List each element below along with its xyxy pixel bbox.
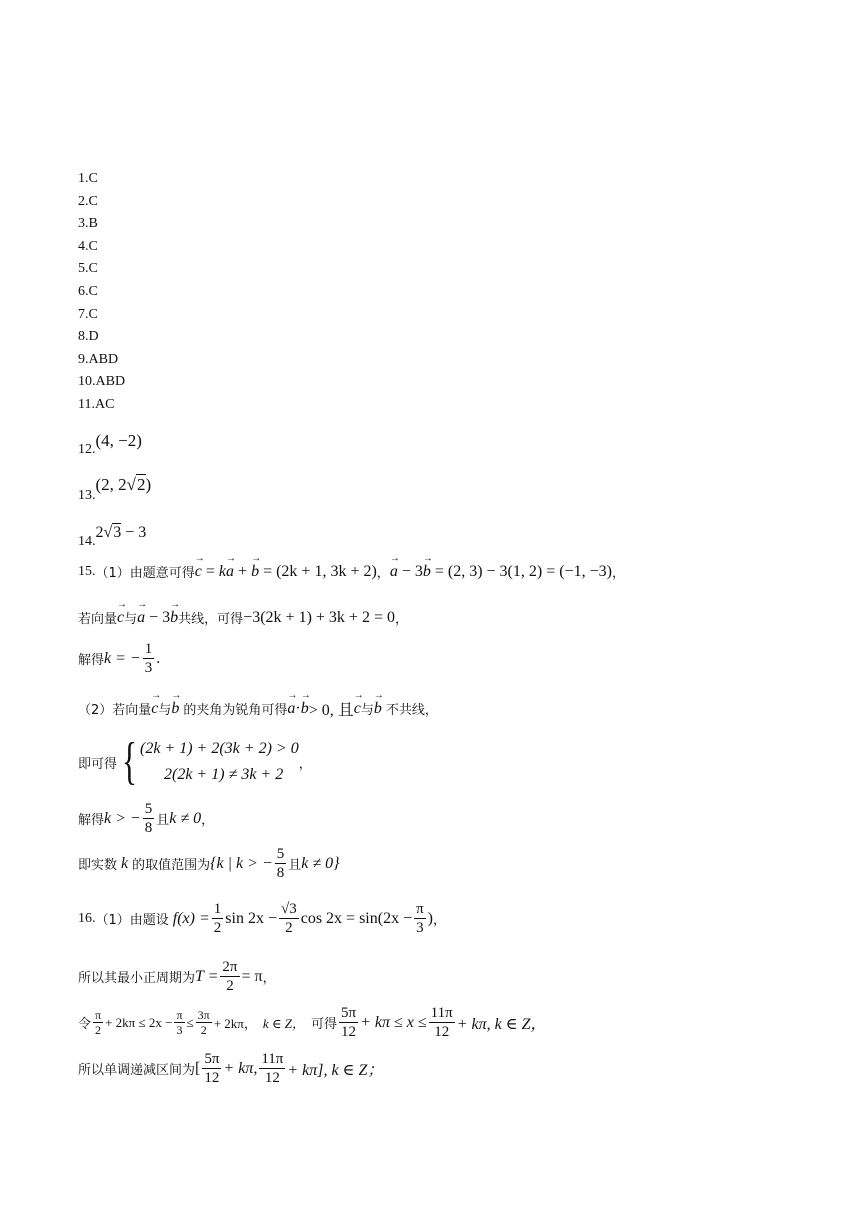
q16-decreasing-interval: 所以单调递减区间为 [ $\frac{5\pi}{12}$ + kπ, $\frac{11\pi}{12}$ + kπ], k ∈ Z； xyxy=(78,1051,384,1086)
q16-range-end: + kπ, k ∈ Z， xyxy=(456,1016,547,1033)
answer-item: 4.C xyxy=(78,238,98,254)
q15-sol-and: 且 xyxy=(156,813,170,828)
q15-k-expr: k = − xyxy=(104,649,141,667)
q16-f-expr: f(x) = xyxy=(172,909,210,927)
q15-p2-f: 不共线， xyxy=(385,703,438,718)
q15-sol-num: 5 xyxy=(144,801,153,817)
q16-dec-12: 12 xyxy=(204,1070,220,1086)
q16-root3: √3 xyxy=(280,901,297,917)
q15-sol-label: 解得 xyxy=(78,813,105,828)
q16-ineq-le: ≤ xyxy=(186,1014,194,1030)
q15-range xyxy=(78,845,340,882)
q15-p2-b: 与 xyxy=(158,703,172,718)
q15-system-of-inequalities: { (2k + 1) + 2(3k + 2) > 0 2(2k + 1) ≠ 3k + 2 xyxy=(122,733,299,790)
q15-k-num: 1 xyxy=(144,641,153,657)
q16-pi-den: 3 xyxy=(416,920,424,936)
q15-part1-line2: 若向量 → c 与 → a − 3→ b 共线，可得 −3(2k + 1) + 3k + 2 = 0 ， xyxy=(78,608,408,627)
q16-dec-5pi: 5π xyxy=(204,1051,220,1067)
q16-ineq-3pi: 3π xyxy=(197,1008,210,1022)
q16-range-mid: + kπ ≤ x ≤ xyxy=(360,1013,427,1031)
q16-two: 2 xyxy=(226,978,234,994)
q16-period-T: T = xyxy=(195,967,219,985)
q16-5pi: 5π xyxy=(341,1005,357,1021)
answer-item: 8.D xyxy=(78,329,99,345)
answer-item: 2.C xyxy=(78,193,98,209)
q16-pi-num: π xyxy=(416,901,424,917)
answer-14-post: − 3 xyxy=(121,524,147,541)
q15-part1-line1: 15. （1）由题意可得 → c = k→ a + → b = (2k + 1, 3k + 2) ， → a − 3→ b = (2, 3) − 3(1, 2) = (−1, −3) ， xyxy=(78,562,625,581)
answer-item: 10.ABD xyxy=(78,374,126,390)
answer-item: 3.B xyxy=(78,216,98,232)
q16-12b: 12 xyxy=(434,1024,450,1040)
q15-sol-den: 8 xyxy=(144,820,153,836)
q16-ineq-pi2: π xyxy=(176,1008,183,1022)
q16-kZ: k ∈ Z， xyxy=(262,1016,305,1031)
q15-part2-line1: （2）若向量 → c 与 → b 的夹角为锐角可得 → a·→ b > 0, 且 → c 与 → b 不共线， xyxy=(78,697,438,720)
q16-ineq-two2: 2 xyxy=(200,1023,207,1037)
answer-14-number: 14. xyxy=(78,534,96,549)
q15-collinear-equation: −3(2k + 1) + 3k + 2 = 0 xyxy=(243,608,395,626)
q15-k-den: 3 xyxy=(144,660,153,676)
answer-13-pre: (2, 2 xyxy=(95,475,127,494)
q16-ineq-pi: π xyxy=(95,1008,102,1022)
q16-ling: 令 xyxy=(78,1017,92,1032)
q15-range-a: 即实数 xyxy=(78,858,118,873)
q15-c-definition: → c = k→ a + → b xyxy=(195,563,259,581)
answer-12-number: 12. xyxy=(78,442,96,457)
answer-13-value: (2, 2√2) xyxy=(95,475,152,494)
q16-half-num: 1 xyxy=(213,901,222,917)
q16-cos-part: cos 2x = sin(2x − xyxy=(300,909,413,927)
q16-dec-label: 所以单调递减区间为 xyxy=(78,1063,196,1078)
q16-period-label: 所以其最小正周期为 xyxy=(78,971,196,986)
q15-p2-d: > 0, 且 xyxy=(308,702,354,719)
q16-dec-11pi: 11π xyxy=(261,1051,284,1067)
q16-2pi: 2π xyxy=(222,959,238,975)
answer-item: 9.ABD xyxy=(78,351,119,367)
q16-12: 12 xyxy=(341,1024,357,1040)
q16-monotone-inequality xyxy=(78,1004,546,1041)
answer-item: 11.AC xyxy=(78,397,115,412)
q16-11pi: 11π xyxy=(430,1005,453,1021)
answer-14-value: 2√3 − 3 xyxy=(95,524,147,541)
q15-line2-b: 与 xyxy=(124,612,138,627)
q15-number: 15. xyxy=(78,563,96,579)
q15-range-k: k xyxy=(121,854,129,872)
q16-part1-line1: 16. （1）由题设 f(x) = $\frac{1}{2}$ sin 2x − $\frac{√3}{2}$ cos 2x = sin(2x − $\frac{\pi}{3}$ ) ， xyxy=(78,901,447,936)
answer-12 xyxy=(78,424,142,458)
q15-line2-a: 若向量 xyxy=(78,612,118,627)
q15-system-label: 即可得 xyxy=(78,756,118,772)
q16-ineq-three: 3 xyxy=(176,1023,183,1037)
answer-13-root: 2 xyxy=(137,475,146,494)
answer-item: 5.C xyxy=(78,261,98,277)
q15-range-set-c: k ≠ 0} xyxy=(301,854,340,872)
answer-13 xyxy=(78,466,151,504)
q15-range-num: 5 xyxy=(276,846,285,862)
q16-dec-12b: 12 xyxy=(264,1070,280,1086)
answer-14 xyxy=(78,516,146,550)
q16-ineq-mid: + 2kπ ≤ 2x − xyxy=(105,1014,173,1030)
q15-p2-a: （2）若向量 xyxy=(78,703,152,718)
answer-item: 7.C xyxy=(78,306,98,322)
q16-ineq-two: 2 xyxy=(95,1023,102,1037)
q16-period-value: = π xyxy=(241,967,263,985)
q16-dec-end: + kπ], k ∈ Z； xyxy=(287,1062,384,1079)
q16-part1-label: （1）由题设 xyxy=(95,913,169,928)
answer-14-pre: 2 xyxy=(95,524,104,541)
answer-item: 6.C xyxy=(78,284,98,299)
q15-sol-fraction xyxy=(143,800,155,837)
q16-keyi: 可得 xyxy=(311,1017,338,1032)
q15-p2-c: 的夹角为锐角可得 xyxy=(183,703,288,718)
answer-12-value: (4, −2) xyxy=(95,431,142,450)
q15-range-set-and: 且 xyxy=(288,858,302,873)
q15-a-minus-3b: → a − 3→ b xyxy=(390,563,431,581)
q15-system-row2: 2(2k + 1) ≠ 3k + 2 xyxy=(163,766,284,783)
q16-number: 16. xyxy=(78,910,96,926)
q15-part1-solution: 解得 k = − $\frac{1}{3}$ . xyxy=(78,641,161,676)
q15-system: 即可得 { (2k + 1) + 2(3k + 2) > 0 2(2k + 1) ≠ 3k + 2 ， xyxy=(78,733,312,790)
q15-line2-c: 共线，可得 xyxy=(178,612,244,627)
q15-part1-label: （1）由题意可得 xyxy=(95,566,195,581)
answer-13-number: 13. xyxy=(78,488,96,503)
q15-system-row1: (2k + 1) + 2(3k + 2) > 0 xyxy=(139,740,299,757)
answer-item: 1.C xyxy=(78,171,98,186)
answer-13-post: ) xyxy=(145,475,152,494)
q15-solve-label: 解得 xyxy=(78,653,105,668)
q15-range-b: 的取值范围为 xyxy=(132,858,211,873)
answer-14-root: 3 xyxy=(113,524,122,541)
q16-half-den: 2 xyxy=(213,920,222,936)
q16-root3-den: 2 xyxy=(285,920,293,936)
q15-sol-k-nonzero: k ≠ 0 xyxy=(169,809,202,827)
q16-sin-part: sin 2x − xyxy=(225,909,277,927)
q15-sol-k: k > − xyxy=(104,809,141,827)
q16-period: 所以其最小正周期为 T = $\frac{2\pi}{2}$ = π ， xyxy=(78,959,276,994)
q15-part2-solution: 解得 k > − $\frac{5}{8}$ 且 k ≠ 0 ， xyxy=(78,801,215,836)
q15-k-fraction xyxy=(143,640,155,677)
q15-a-minus-3b-value: = (2, 3) − 3(1, 2) = (−1, −3) xyxy=(434,562,612,580)
q15-p2-e: 与 xyxy=(360,703,374,718)
q15-range-set-a: {k | k > − xyxy=(210,854,273,872)
q16-ineq-end: + 2kπ， xyxy=(213,1016,257,1031)
q15-range-den: 8 xyxy=(276,865,285,881)
q15-c-value: = (2k + 1, 3k + 2) xyxy=(263,562,377,580)
